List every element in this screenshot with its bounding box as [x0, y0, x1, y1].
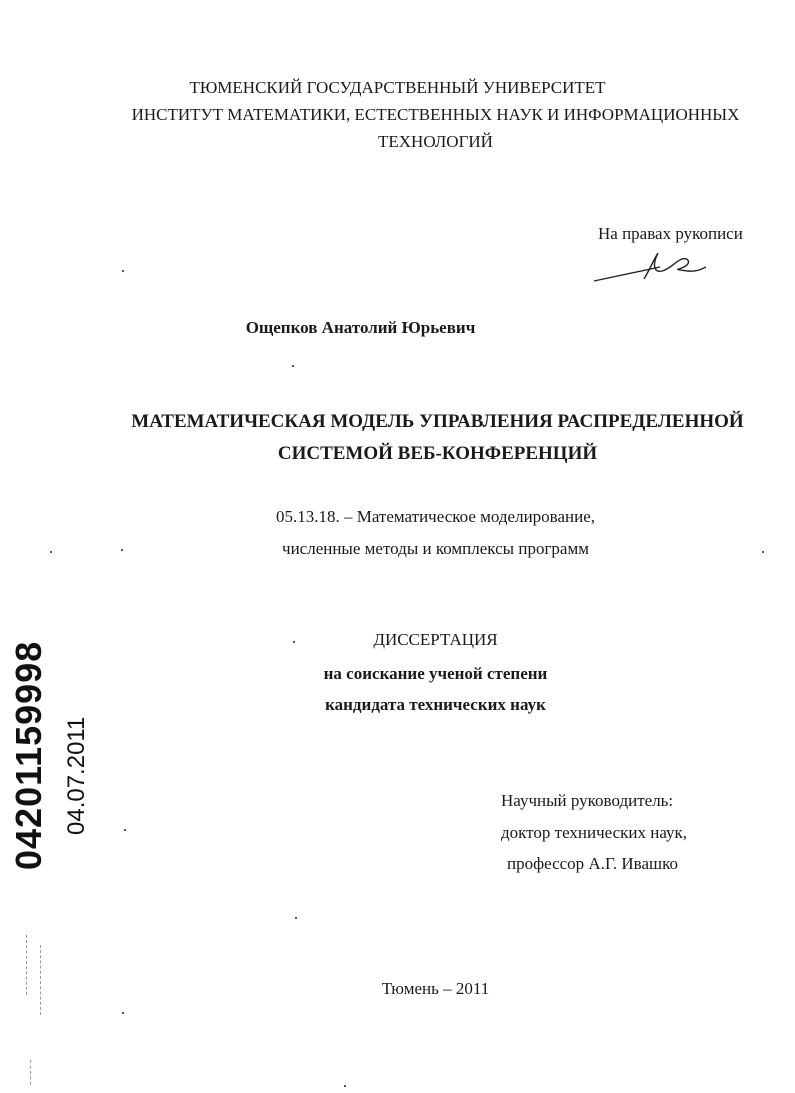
- scan-margin-marks: [26, 935, 27, 995]
- university-name: ТЮМЕНСКИЙ ГОСУДАРСТВЕННЫЙ УНИВЕРСИТЕТ: [189, 78, 606, 97]
- dissertation-heading: ДИССЕРТАЦИЯ: [373, 630, 498, 649]
- institute-name-line1: ИНСТИТУТ МАТЕМАТИКИ, ЕСТЕСТВЕННЫХ НАУК И ИНФОРМАЦИОННЫХ: [131, 105, 740, 124]
- manuscript-rights: На правах рукописи: [598, 224, 743, 243]
- scan-speck: [762, 551, 764, 553]
- specialty-line2: численные методы и комплексы программ: [282, 539, 589, 558]
- scan-speck: [295, 917, 297, 919]
- degree-line2: кандидата технических наук: [325, 695, 546, 714]
- supervisor-name: профессор А.Г. Ивашко: [507, 854, 678, 873]
- scan-speck: [121, 549, 123, 551]
- supervisor-label: Научный руководитель:: [501, 791, 674, 810]
- author-name: Ощепков Анатолий Юрьевич: [245, 318, 476, 337]
- degree-line1: на соискание ученой степени: [323, 664, 548, 683]
- scan-margin-marks: [40, 945, 41, 1015]
- signature: [592, 245, 712, 285]
- scan-speck: [292, 365, 294, 367]
- dissertation-title-line1: МАТЕМАТИЧЕСКАЯ МОДЕЛЬ УПРАВЛЕНИЯ РАСПРЕДЕЛЕННОЙ: [131, 411, 744, 432]
- scan-margin-marks: [30, 1060, 31, 1085]
- archive-stamp-date: 04.07.2011: [63, 716, 90, 835]
- archive-stamp-number: 04201159998: [8, 640, 49, 870]
- scan-speck: [344, 1085, 346, 1087]
- scan-speck: [122, 270, 124, 272]
- dissertation-title-line2: СИСТЕМОЙ ВЕБ-КОНФЕРЕНЦИЙ: [277, 443, 598, 464]
- supervisor-degree: доктор технических наук,: [501, 823, 688, 842]
- scan-speck: [122, 1012, 124, 1014]
- scan-speck: [293, 641, 295, 643]
- specialty-line1: 05.13.18. – Математическое моделирование,: [275, 507, 596, 526]
- scan-speck: [124, 829, 126, 831]
- city-year: Тюмень – 2011: [381, 979, 490, 998]
- institute-name-line2: ТЕХНОЛОГИЙ: [378, 132, 493, 151]
- scan-speck: [50, 551, 52, 553]
